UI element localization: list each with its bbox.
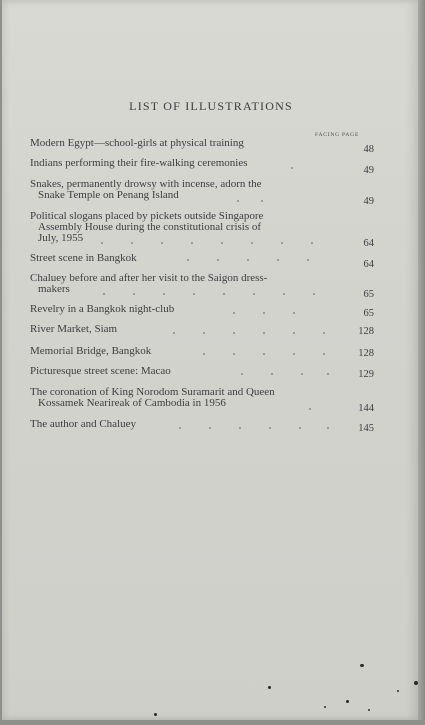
entry-page: 65: [363, 289, 374, 300]
paper-speck: [268, 686, 271, 689]
entry-title: Kossamek Nearireak of Cambodia in 1956: [38, 397, 226, 409]
entry-page: 128: [358, 348, 374, 359]
entry-page: 64: [363, 259, 374, 270]
entry-page: 64: [363, 238, 374, 249]
entry-page: 129: [358, 369, 374, 380]
entry-page: 49: [363, 165, 374, 176]
paper-speck: [154, 713, 157, 716]
page-heading: LIST OF ILLUSTRATIONS: [129, 99, 293, 113]
entry-title: Indians performing their fire-walking ceremonies: [30, 157, 248, 169]
illustration-entry: [31, 273, 361, 295]
entry-title: Revelry in a Bangkok night-club: [30, 303, 175, 315]
illustration-entry: [31, 179, 361, 201]
entry-title: River Market, Siam: [30, 323, 118, 335]
paper-speck: [360, 664, 364, 667]
illustration-entry: [31, 346, 361, 357]
illustration-entry: [31, 304, 361, 315]
paper-speck: [368, 709, 370, 711]
entry-title: Street scene in Bangkok: [30, 252, 137, 264]
entry-title: Modern Egypt—school-girls at physical training: [30, 137, 244, 149]
book-page: [2, 0, 420, 720]
entry-title: July, 1955: [38, 232, 84, 244]
illustration-entry: [31, 158, 361, 169]
entry-title: Picturesque street scene: Macao: [30, 365, 171, 377]
entry-page: 49: [363, 196, 374, 207]
paper-speck: [397, 690, 399, 692]
entry-page: 65: [363, 308, 374, 319]
illustration-entry: [31, 324, 361, 335]
entry-title: Snakes, permanently drowsy with incense, adorn the: [30, 178, 262, 190]
illustration-entry: [31, 419, 361, 430]
illustration-entry: [31, 366, 361, 377]
illustration-entry: [31, 138, 361, 149]
paper-speck: [324, 706, 326, 708]
entry-page: 128: [358, 326, 374, 337]
paper-speck: [346, 700, 349, 703]
entry-title: makers: [38, 283, 70, 295]
facing-page-label: FACING PAGE: [315, 132, 360, 138]
illustration-entry: [31, 387, 361, 409]
entry-title: Chaluey before and after her visit to the Saigon dress-: [30, 272, 268, 284]
entry-title: The author and Chaluey: [30, 418, 136, 430]
entry-title: The coronation of King Norodom Suramarit and Queen: [30, 386, 275, 398]
book-edge: [418, 0, 425, 720]
entry-title: Political slogans placed by pickets outside Singapore: [30, 210, 264, 222]
entry-title: Memorial Bridge, Bangkok: [30, 345, 152, 357]
illustration-entry: [31, 211, 361, 244]
entry-page: 144: [358, 403, 374, 414]
entry-title: Snake Temple on Penang Island: [38, 189, 179, 201]
entry-page: 48: [363, 144, 374, 155]
illustration-entry: [31, 253, 361, 264]
entry-title: Assembly House during the constitutional crisis of: [38, 221, 262, 233]
entry-page: 145: [358, 423, 374, 434]
